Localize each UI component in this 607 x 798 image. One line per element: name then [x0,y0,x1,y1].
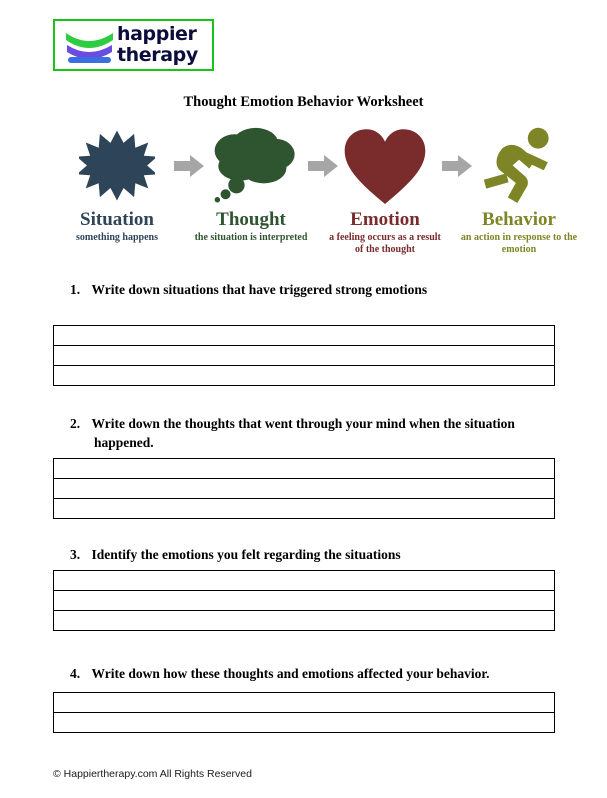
table-row[interactable] [54,713,555,733]
table-row[interactable] [54,459,555,479]
stage-title: Situation [80,209,154,230]
question-text: Write down how these thoughts and emotions affected your behavior. [91,666,490,681]
answer-cell[interactable] [54,591,555,611]
burst-star-icon [58,126,176,208]
table-row[interactable] [54,571,555,591]
answer-cell[interactable] [54,479,555,499]
question-number: 1. [70,282,81,297]
question-2 [70,414,565,452]
answer-table-4[interactable] [53,692,555,733]
answer-cell[interactable] [54,366,555,386]
thought-emotion-behavior-diagram [58,126,578,266]
table-row[interactable] [54,366,555,386]
table-row[interactable] [54,479,555,499]
stage-subtitle: something happens [76,232,158,243]
logo-line-1: happier [117,23,197,45]
answer-table-2[interactable] [53,458,555,519]
logo-marks-icon [63,27,116,67]
answer-cell[interactable] [54,346,555,366]
answer-cell[interactable] [54,611,555,631]
table-row[interactable] [54,326,555,346]
page-title: Thought Emotion Behavior Worksheet [183,94,424,110]
heart-icon [326,126,444,208]
table-row[interactable] [54,499,555,519]
question-1 [70,280,565,299]
answer-cell[interactable] [54,693,555,713]
copyright-footer: © Happiertherapy.com All Rights Reserved [53,768,252,780]
stage-title: Behavior [482,209,556,230]
question-number: 2. [70,416,81,431]
logo-wordmark [117,24,213,70]
question-text: Write down the thoughts that went through your mind when the situation happened. [91,416,515,450]
diagram-stage-behavior [460,126,578,266]
thought-cloud-icon [192,126,310,208]
answer-cell[interactable] [54,499,555,519]
running-person-icon [460,126,578,208]
question-text: Write down situations that have triggered strong emotions [91,282,428,297]
table-row[interactable] [54,693,555,713]
diagram-stage-thought [192,126,310,266]
stage-subtitle: a feeling occurs as a result of the thought [329,232,441,255]
table-row[interactable] [54,591,555,611]
table-row[interactable] [54,346,555,366]
stage-subtitle: the situation is interpreted [194,232,308,243]
answer-cell[interactable] [54,326,555,346]
diagram-stage-situation [58,126,176,266]
question-text: Identify the emotions you felt regarding the situations [91,547,401,562]
diagram-stage-emotion [326,126,444,266]
answer-cell[interactable] [54,459,555,479]
question-4 [70,664,565,683]
question-number: 3. [70,547,81,562]
table-row[interactable] [54,611,555,631]
stage-subtitle: an action in response to the emotion [460,232,578,255]
answer-cell[interactable] [54,713,555,733]
question-3 [70,545,565,564]
question-number: 4. [70,666,81,681]
logo-line-2: therapy [117,44,198,66]
answer-table-3[interactable] [53,570,555,631]
brand-logo [53,19,214,71]
answer-table-1[interactable] [53,325,555,386]
stage-title: Thought [216,209,286,230]
stage-title: Emotion [350,209,420,230]
answer-cell[interactable] [54,571,555,591]
